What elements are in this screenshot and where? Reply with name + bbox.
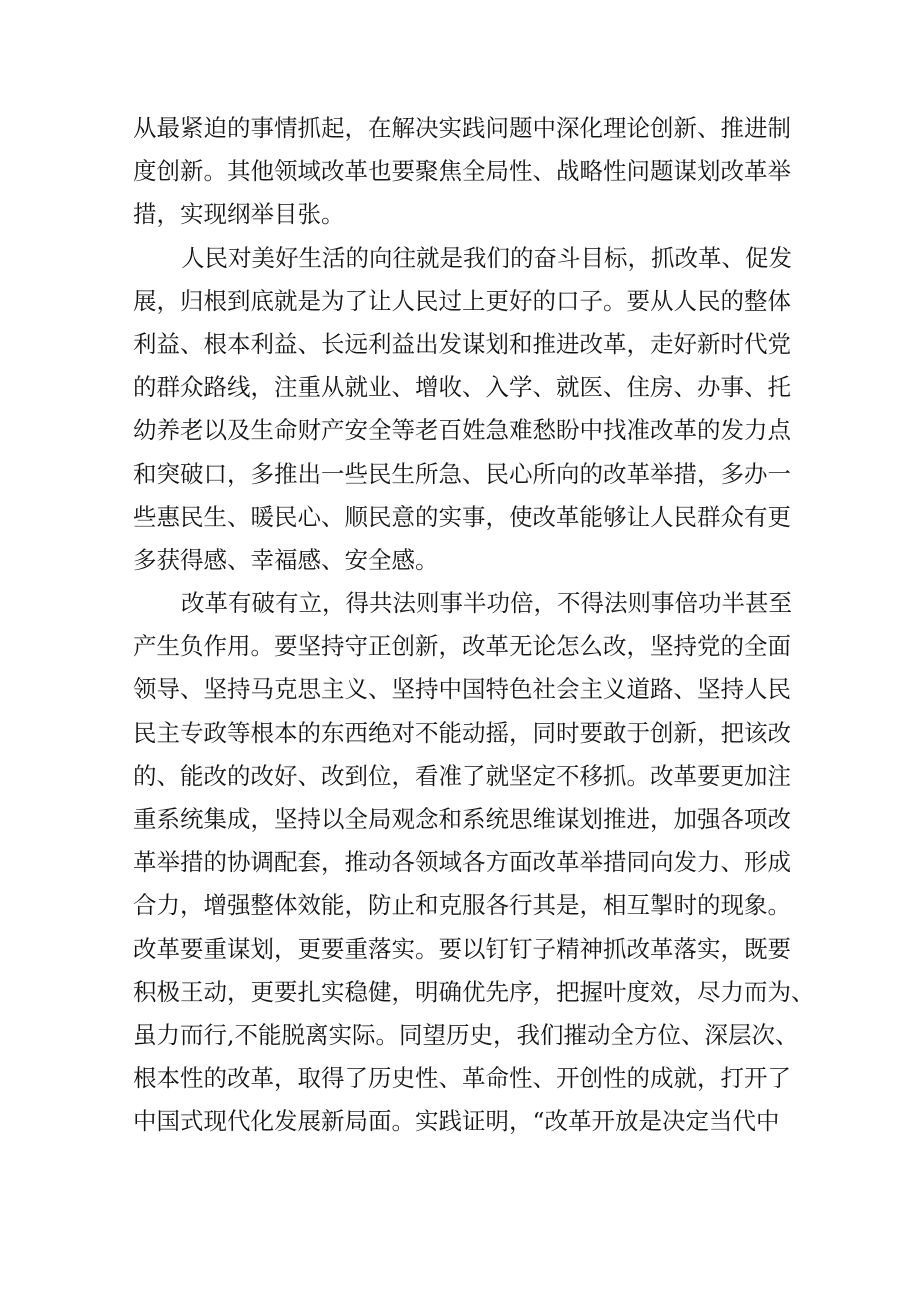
text-line: 从最紧迫的事情抓起，在解决实践问题中深化理论创新、推进制	[133, 114, 791, 142]
text-line: 中国式现代化发展新局面。实践证明，“改革开放是决定当代中	[133, 1107, 780, 1136]
text-line: 积极王动，更要扎实稳健，明确优先序，把握叶度效，尽力而为、	[133, 977, 815, 1006]
text-line: 些惠民生、暖民心、顺民意的实事，使改革能够让人民群众有更	[133, 502, 791, 531]
text-line: 展，归根到底就是为了让人民过上更好的口子。要从人民的整体	[133, 286, 791, 315]
text-line: 民主专政等根本的东西绝对不能动摇，同时要敢于创新，把该改	[133, 718, 791, 747]
text-line: 度创新。其他领域改革也要聚焦全局性、战略性问题谋划改革举	[133, 157, 791, 186]
text-line: 利益、根本利益、长远利益出发谋划和推进改革，走好新时代党	[133, 329, 791, 358]
text-line: 革举措的协调配套，推动各领域各方面改革举措同向发力、形成	[133, 848, 791, 877]
text-line: 幼养老以及生命财产安全等老百姓急难愁盼中找准改革的发力点	[133, 416, 791, 445]
text-line: 虽力而行,不能脱离实际。同望历史，我们摧动全方位、深层次、	[133, 1020, 799, 1049]
text-line: 合力，增强整体效能，防止和克服各行其是，相互掣时的现象。	[133, 891, 791, 920]
text-line: 措，实现纲举目张。	[133, 200, 345, 229]
paragraph-2	[133, 237, 813, 583]
text-line: 重系统集成，坚持以全局观念和系统思维谋划推进，加强各项改	[133, 805, 791, 833]
text-line: 和突破口，多推出一些民生所急、民心所向的改革举措，多办一	[133, 459, 791, 488]
paragraph-3	[133, 582, 813, 1143]
text-line: 改革有破有立，得共法则事半功倍，不得法则事倍功半甚至	[181, 589, 792, 618]
text-line: 根本性的改革，取得了历史性、革命性、开创性的成就，打开了	[133, 1064, 791, 1093]
text-line: 的群众路线，注重从就业、增收、入学、就医、住房、办事、托	[133, 373, 791, 402]
text-line: 人民对美好生活的向往就是我们的奋斗目标，抓改革、促发	[181, 243, 792, 272]
body-text	[133, 107, 813, 1144]
paragraph-1	[133, 107, 813, 237]
text-line: 改革要重谋划，更要重落实。要以钉钉子精神抓改革落实，既要	[133, 934, 791, 963]
text-line: 领导、坚持马克思主义、坚持中国特色社会主义道路、坚持人民	[133, 675, 791, 704]
text-line: 产生负作用。要坚持守正创新，改革无论怎么改，坚持党的全面	[133, 632, 791, 661]
text-line: 多获得感、幸福感、安全感。	[133, 545, 439, 574]
text-line: 的、能改的改好、改到位，看准了就坚定不移抓。改革要更加注	[133, 761, 791, 790]
